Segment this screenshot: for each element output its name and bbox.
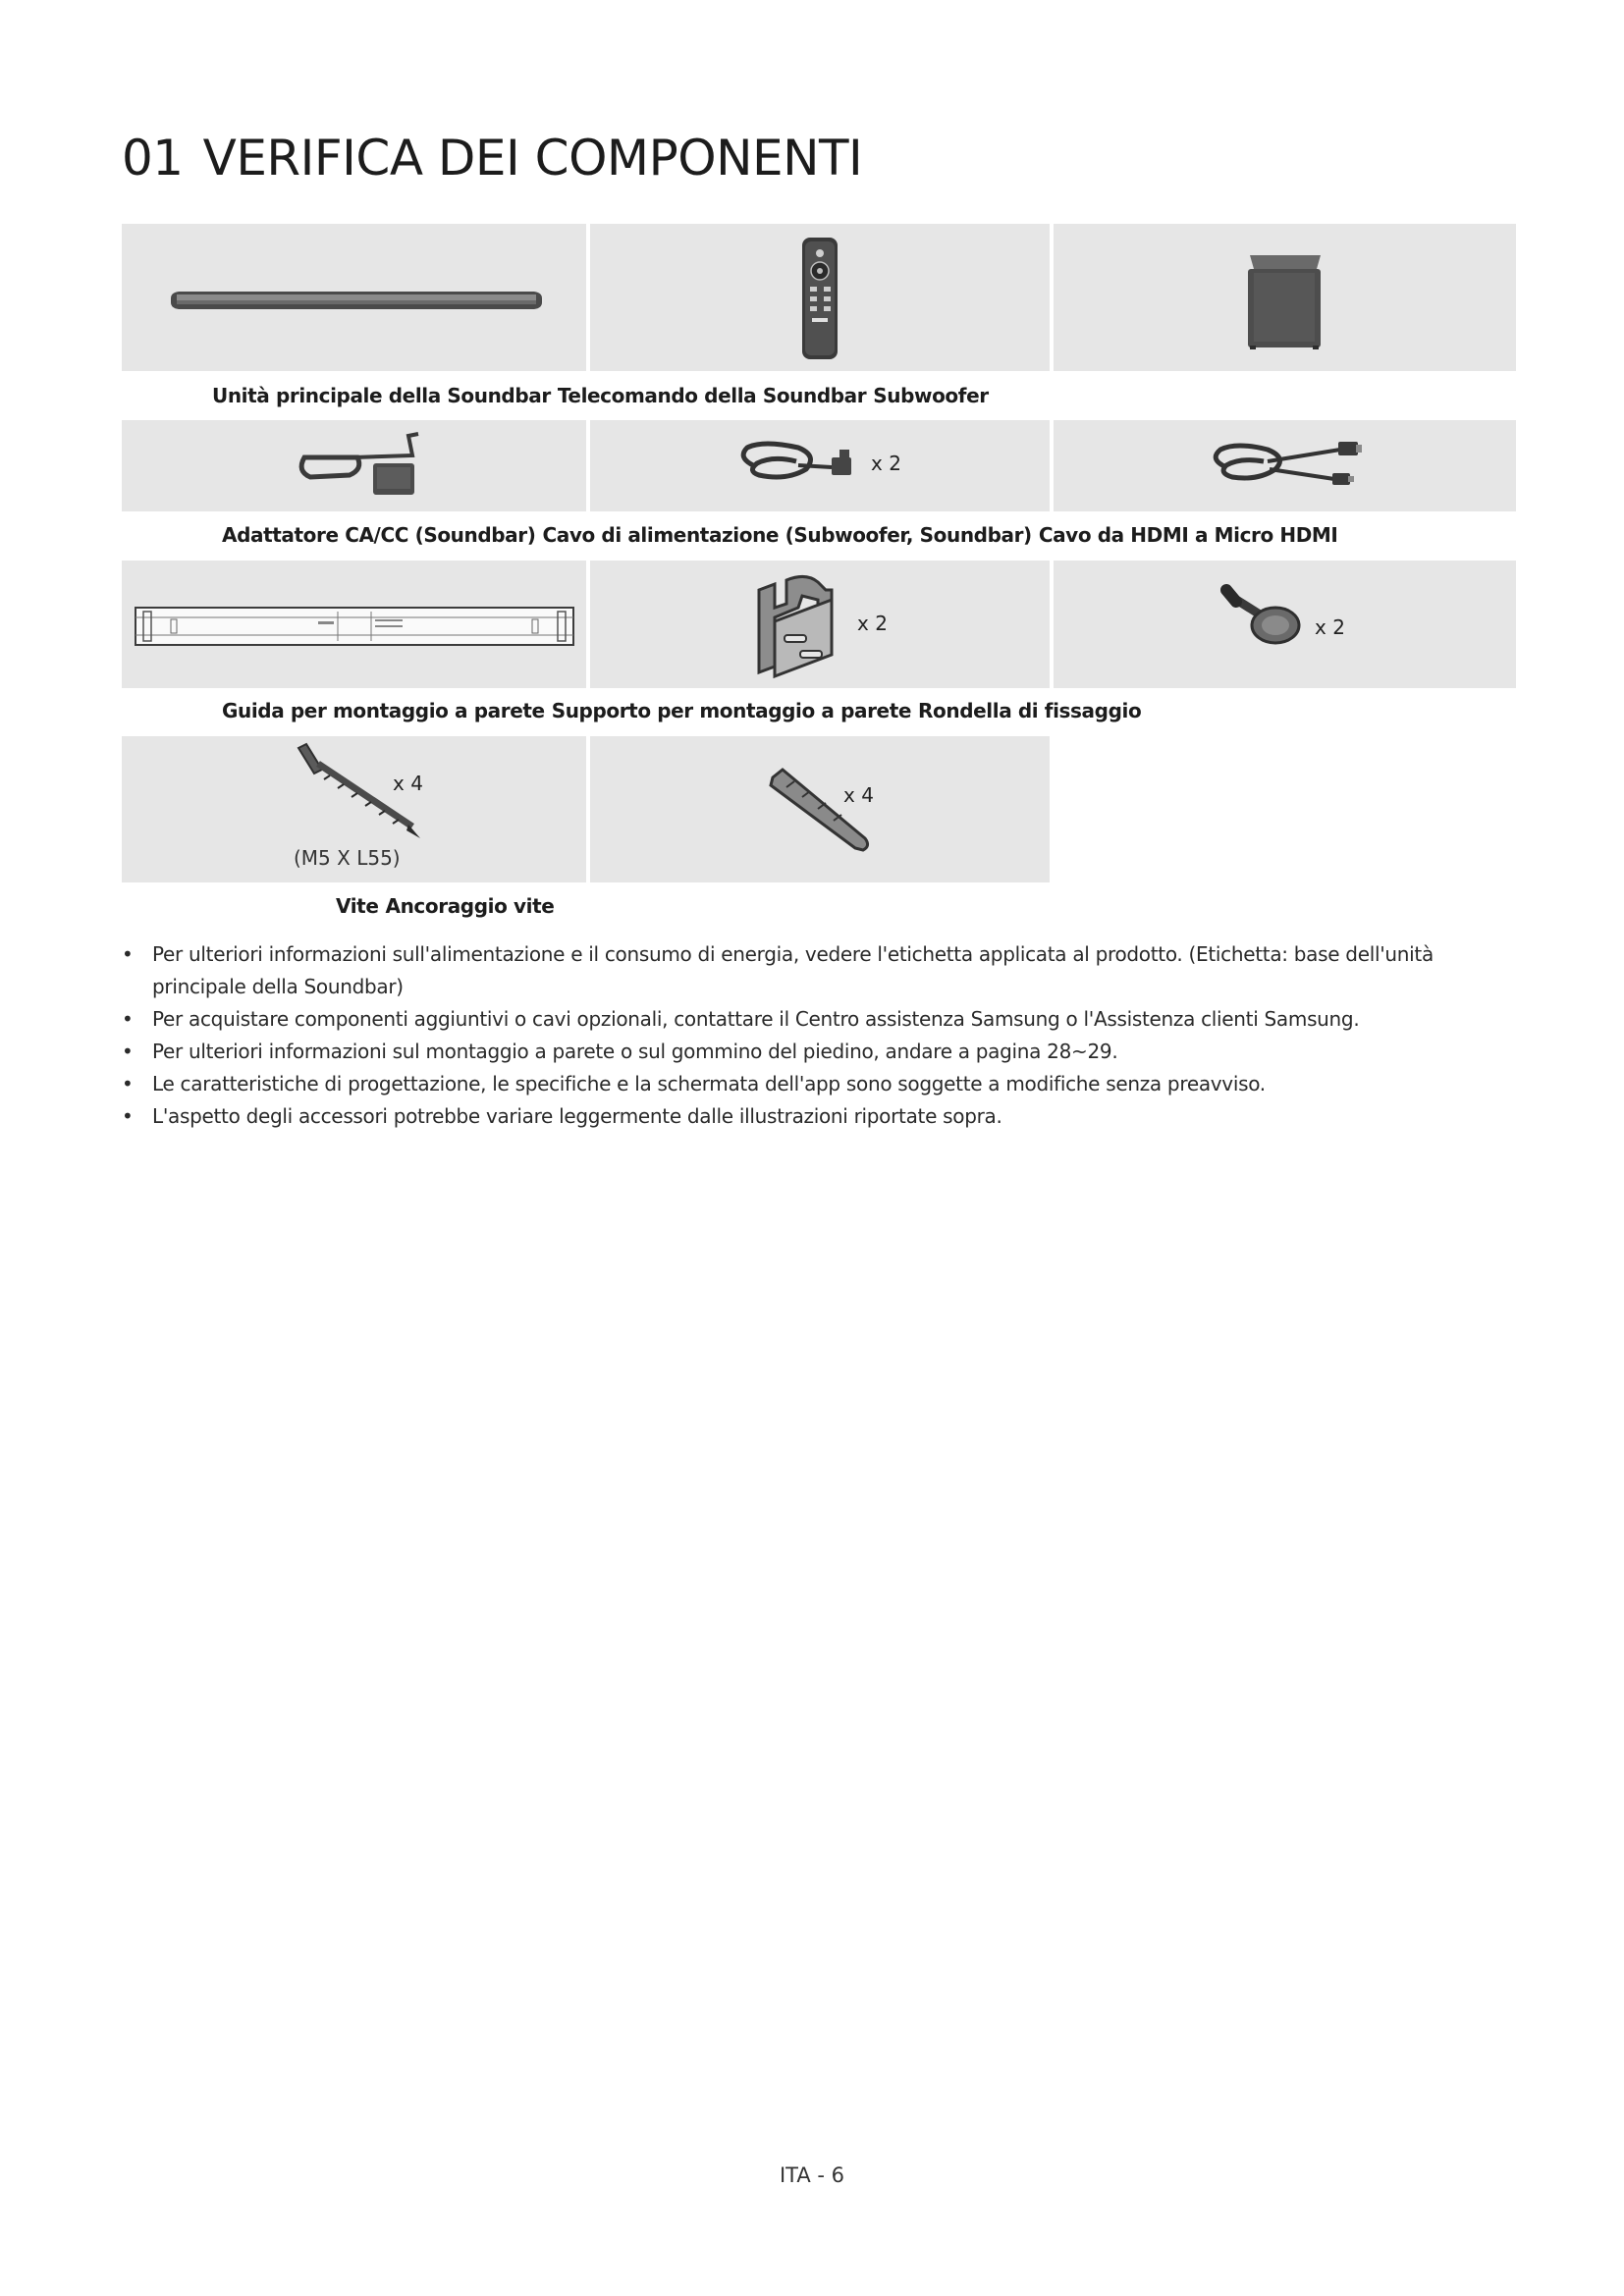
screw-quantity: x 4	[393, 772, 423, 795]
screw-caption: Vite	[336, 894, 379, 918]
notes-list	[120, 938, 1524, 1133]
wall-mount-guide-image-cell	[122, 561, 586, 688]
bracket-quantity: x 2	[857, 612, 888, 635]
remote-control-illustration	[590, 224, 1050, 371]
hdmi-cable-image-cell	[1054, 420, 1516, 511]
note-item: • L'aspetto degli accessori potrebbe variare leggermente dalle illustrazioni riportate sopra.	[120, 1100, 1524, 1133]
soundbar-caption: Unità principale della Soundbar	[212, 384, 551, 407]
section-number: 01	[122, 130, 184, 187]
screw-anchor-illustration	[590, 736, 1050, 882]
power-cable-image-cell	[590, 420, 1050, 511]
row1-captions	[212, 384, 996, 407]
anchor-quantity: x 4	[843, 783, 874, 807]
anchor-image-cell	[590, 736, 1050, 882]
note-item: • Per ulteriori informazioni sull'alimentazione e il consumo di energia, vedere l'etichetta applicata al prodotto. (Etichetta: base dell'unità principale della Soundbar)	[120, 938, 1524, 1003]
section-title: VERIFICA DEI COMPONENTI	[202, 130, 863, 187]
soundbar-illustration	[122, 224, 586, 371]
row4-captions	[336, 894, 561, 918]
adapter-image-cell	[122, 420, 586, 511]
screw-image-cell	[122, 736, 586, 882]
wall-bracket-illustration	[590, 561, 1050, 688]
washer-image-cell	[1054, 561, 1516, 688]
subwoofer-illustration	[1054, 224, 1516, 371]
row2-captions	[222, 523, 1344, 547]
wall-bracket-image-cell	[590, 561, 1050, 688]
page-number: ITA - 6	[779, 2163, 845, 2187]
hdmi-cable-illustration	[1054, 420, 1516, 511]
power-cable-quantity: x 2	[871, 452, 901, 475]
wall-bracket-caption: Supporto per montaggio a parete	[551, 699, 912, 722]
note-item: • Per acquistare componenti aggiuntivi o cavi opzionali, contattare il Centro assistenza Samsung o l'Assistenza clienti Samsung.	[120, 1003, 1524, 1036]
row3-captions	[222, 699, 1148, 722]
note-item: • Le caratteristiche di progettazione, le specifiche e la schermata dell'app sono soggette a modifiche senza preavviso.	[120, 1068, 1524, 1100]
anchor-caption: Ancoraggio vite	[385, 894, 555, 918]
subwoofer-caption: Subwoofer	[873, 384, 989, 407]
remote-caption: Telecomando della Soundbar	[557, 384, 867, 407]
power-cable-illustration	[590, 420, 1050, 511]
wall-mount-guide-caption: Guida per montaggio a parete	[222, 699, 545, 722]
subwoofer-image-cell	[1054, 224, 1516, 371]
adapter-caption: Adattatore CA/CC (Soundbar)	[222, 523, 536, 547]
hdmi-cable-caption: Cavo da HDMI a Micro HDMI	[1038, 523, 1338, 547]
page-title	[122, 130, 862, 187]
wall-mount-guide-illustration	[122, 561, 586, 688]
washer-illustration	[1054, 561, 1516, 688]
washer-quantity: x 2	[1315, 615, 1345, 639]
screw-size-spec: (M5 X L55)	[294, 846, 401, 870]
washer-caption: Rondella di fissaggio	[918, 699, 1142, 722]
power-cable-caption: Cavo di alimentazione (Subwoofer, Soundbar)	[542, 523, 1032, 547]
note-item: • Per ulteriori informazioni sul montaggio a parete o sul gommino del piedino, andare a pagina 28~29.	[120, 1036, 1524, 1068]
soundbar-image-cell	[122, 224, 586, 371]
ac-dc-adapter-illustration	[122, 420, 586, 511]
remote-image-cell	[590, 224, 1050, 371]
